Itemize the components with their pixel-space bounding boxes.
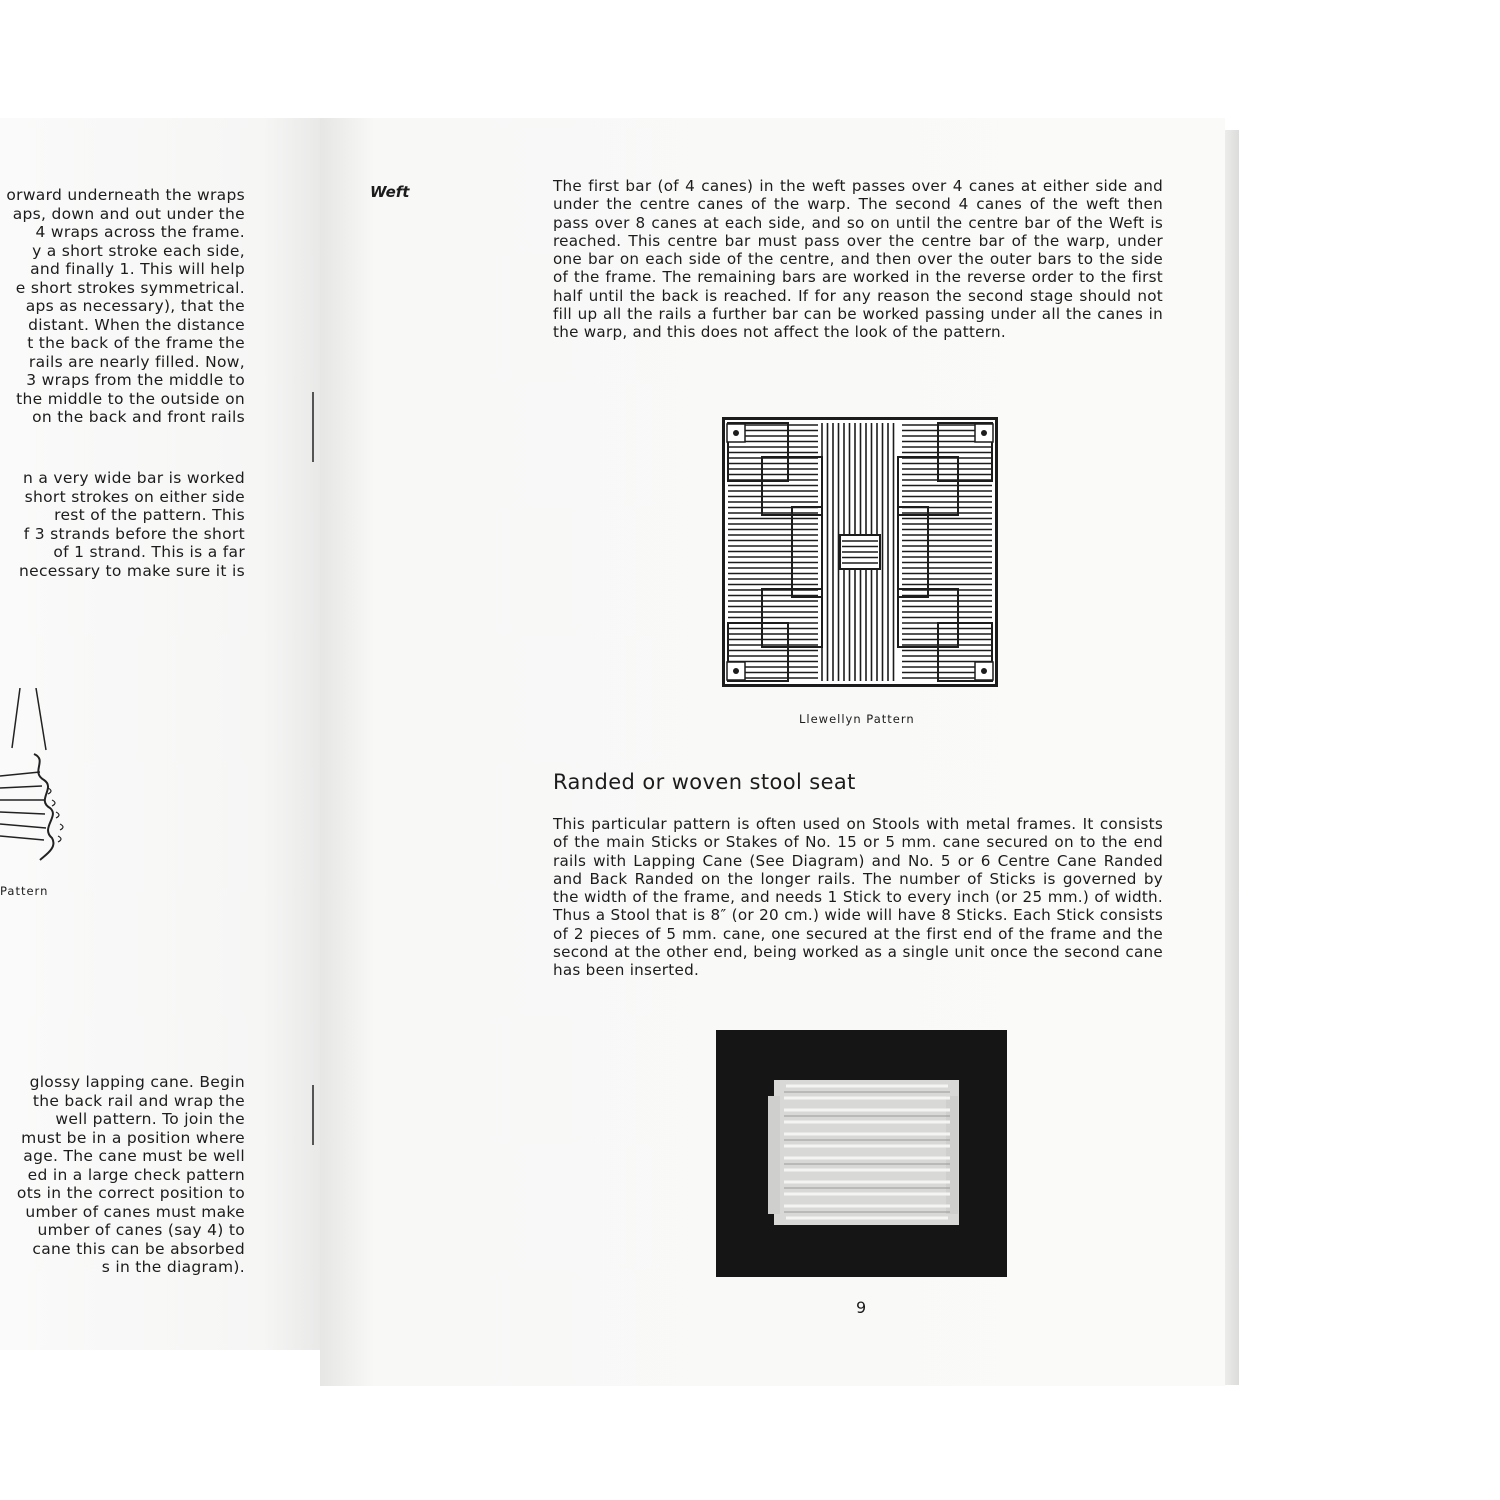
left-page-text-line: on the back and front rails xyxy=(32,408,245,426)
left-page-text-line: distant. When the distance xyxy=(28,315,245,334)
left-page-text-line: and finally 1. This will help xyxy=(30,260,245,278)
left-page-text-line: t the back of the frame the xyxy=(27,334,245,352)
page-edge xyxy=(1225,130,1239,1385)
llewellyn-pattern-diagram xyxy=(722,417,998,687)
left-page-text-line: 4 wraps across the frame. xyxy=(35,223,245,241)
left-page-text-line: y a short stroke each side, xyxy=(32,241,245,260)
weft-paragraph: The first bar (of 4 canes) in the weft passes over 4 canes at either side and under the centre canes of the warp. The second 4 canes of the weft then pass over 8 canes at each side, and so on until the centre bar of the Weft is reached. This centre bar must pass over the centre bar of the warp, under one bar on each side of the centre, and then over the outer bars to the side of the frame. The remaining bars are worked in the reverse order to the first half until the back is reached. If for any reason the second stage should not fill up all the rails a further bar can be worked passing under all the canes in the warp, and this does not affect the look of the pattern. xyxy=(553,177,1163,342)
left-page-text-line: umber of canes must make xyxy=(25,1202,245,1221)
left-page-text-line: 3 wraps from the middle to xyxy=(26,371,245,389)
section-heading: Randed or woven stool seat xyxy=(553,770,856,794)
left-page-text-line: age. The cane must be well xyxy=(23,1147,245,1165)
left-page-text-line: well pattern. To join the xyxy=(55,1110,245,1128)
staple-top xyxy=(312,392,320,462)
left-page-text-line: necessary to make sure it is xyxy=(19,561,245,580)
left-page-text-line: s in the diagram). xyxy=(101,1258,245,1276)
left-page-text-line: aps, down and out under the xyxy=(12,204,245,223)
left-page-text-line: the back rail and wrap the xyxy=(32,1091,245,1110)
staple-bottom xyxy=(312,1085,320,1145)
left-page-text-line: aps as necessary), that the xyxy=(25,297,245,315)
left-page-text-line: orward underneath the wraps xyxy=(6,186,245,204)
left-page-text-line: ots in the correct position to xyxy=(16,1184,245,1202)
left-figure-caption: Pattern xyxy=(0,884,49,898)
left-page-text-line: short strokes on either side xyxy=(24,487,245,506)
stool-seat-photo xyxy=(716,1030,1007,1277)
left-page-text-line: glossy lapping cane. Begin xyxy=(29,1073,245,1091)
left-page-text-line: e short strokes symmetrical. xyxy=(15,278,245,297)
left-page-text-line: n a very wide bar is worked xyxy=(22,469,245,487)
diagram-caption: Llewellyn Pattern xyxy=(799,712,915,726)
left-page-text-line: of 1 strand. This is a far xyxy=(53,543,245,561)
left-page-text-line: cane this can be absorbed xyxy=(32,1239,245,1258)
stool-paragraph: This particular pattern is often used on Stools with metal frames. It consists of the main Sticks or Stakes of No. 15 or 5 mm. cane secured on to the end rails with Lapping Cane (See Diagram) and No. 5 or 6 Centre Cane Randed and Back Randed on the longer rails. The number of Sticks is governed by the width of the frame, and needs 1 Stick to every inch (or 25 mm.) of width. Thus a Stool that is 8″ (or 20 cm.) wide will have 8 Sticks. Each Stick consists of 2 pieces of 5 mm. cane, one secured at the first end of the frame and the second at the other end, being worked as a single unit once the second cane has been inserted. xyxy=(553,815,1163,980)
left-page-text-line: ed in a large check pattern xyxy=(27,1165,245,1184)
left-page-text-line: rest of the pattern. This xyxy=(54,506,245,524)
left-page-text-line: umber of canes (say 4) to xyxy=(37,1221,245,1239)
side-heading-weft: Weft xyxy=(370,183,410,201)
left-page-cane-figure xyxy=(0,688,80,863)
left-page-text-line: must be in a position where xyxy=(21,1128,245,1147)
page-number: 9 xyxy=(856,1298,867,1317)
left-page-text-line: rails are nearly filled. Now, xyxy=(28,352,245,371)
left-page-text-line: the middle to the outside on xyxy=(16,389,245,408)
stool-seat-image xyxy=(716,1030,1007,1277)
left-page-text-line: f 3 strands before the short xyxy=(23,524,245,543)
